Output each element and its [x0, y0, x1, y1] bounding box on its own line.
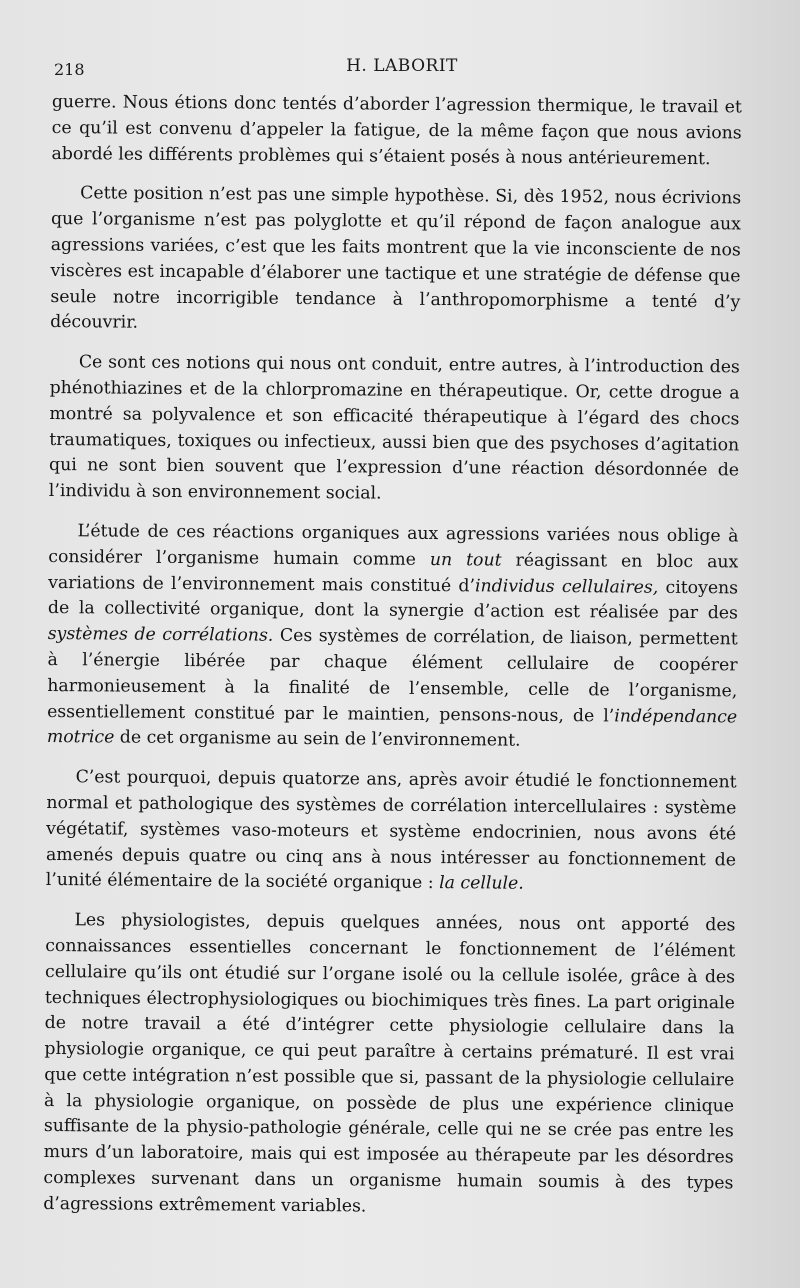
running-head: H. LABORIT — [346, 56, 458, 76]
paragraph — [47, 519, 739, 757]
italic-text: systèmes de corrélations. — [47, 624, 274, 646]
italic-text: un tout — [429, 549, 502, 571]
text-run: de cet organisme au sein de l’environnement. — [114, 727, 521, 752]
text-run: citoyens de la collectivité organique, dont la synergie d’action est réalisée par des — [47, 577, 739, 624]
text-run: Les physiologistes, depuis quelques années, nous ont apporté des connaissances essentielles concernant le fonctionnement de l’élément cellulaire qu’ils ont étudié sur l’organe isolé ou la cellule isolée, grâce à des techniques électrophysiologiques ou biochimiques très fines. La part originale de notre travail a été d’intégrer cette physiologie cellulaire dans la physiologie organique, ce qui peut paraître à certains prématuré. Il est vrai que cette intégration n’est possible que si, passant de la physiologie cellulaire à la physiologie organique, on possède de plus une expérience clinique suffisante de la physio-pathologie générale, celle qui ne se crée pas entre les murs d’un laboratoire, mais qui est imposée au thérapeute par les désordres complexes survenant dans un organisme humain soumis à des types d’agressions extrêmement variables. — [43, 910, 736, 1217]
text-run: Cette position n’est pas une simple hypothèse. Si, dès 1952, nous écrivions que l’organisme n’est pas polyglotte et qu’il répond de façon analogue aux agressions variées, c’est que les faits montrent que la vie inconsciente de nos viscères est incapable d’élaborer une tactique et une stratégie de défense que seule notre incorrigible tendance à l’anthropomorphisme a tenté d’y découvrir. — [50, 183, 742, 334]
paragraph — [51, 90, 742, 173]
text-run: Ces systèmes de corrélation, de liaison, permettent à l’énergie libérée par chaque élément cellulaire de coopérer harmonieusement à la finalité de l’ensemble, celle de l’organisme, essentiellement constitué par le maintien, pensons-nous, de l’ — [47, 625, 738, 726]
page-header — [52, 56, 752, 80]
text-run: Ce sont ces notions qui nous ont conduit, entre autres, à l’introduction des phénothiazines et de la chlorpromazine en thérapeutique. Or, cette drogue a montré sa polyvalence et son efficacité thérapeutique à l’égard des chocs traumatiques, toxiques ou infectieux, aussi bien que des psychoses d’agitation qui ne sont bien souvent que l’expression d’une réaction désordonnée de l’individu à son environnement social. — [48, 352, 740, 504]
text-run: C’est pourquoi, depuis quatorze ans, après avoir étudié le fonctionnement normal et pathologique des systèmes de corrélation intercellulaires : système végétatif, systèmes vaso-moteurs et système endocrinien, nous avons été amenés depuis quatre ou cinq ans à nous intéresser au fonctionnement de l’unité élémentaire de la société organique : — [45, 767, 737, 894]
paragraph — [46, 765, 737, 899]
text-run: réagissant en bloc aux variations de l’environnement mais constitué d’ — [48, 550, 739, 596]
italic-text: la cellule. — [439, 873, 524, 895]
italic-text: indépendance motrice — [46, 705, 738, 748]
body-text — [43, 90, 742, 1237]
paragraph — [49, 350, 740, 510]
italic-text: individus cellulaires, — [474, 575, 659, 598]
paragraph — [43, 908, 735, 1223]
text-run: guerre. Nous étions donc tentés d’aborder l’agression thermique, le travail et ce qu’il est convenu d’appeler la fatigue, de la même façon que nous avions abordé les différents problèmes qui s’étaient posés à nous antérieurement. — [51, 91, 742, 169]
text-run: L’étude de ces réactions organiques aux agressions variées nous oblige à considérer l’organisme humain comme — [48, 521, 739, 570]
page-number: 218 — [54, 60, 85, 79]
paragraph — [50, 181, 741, 341]
